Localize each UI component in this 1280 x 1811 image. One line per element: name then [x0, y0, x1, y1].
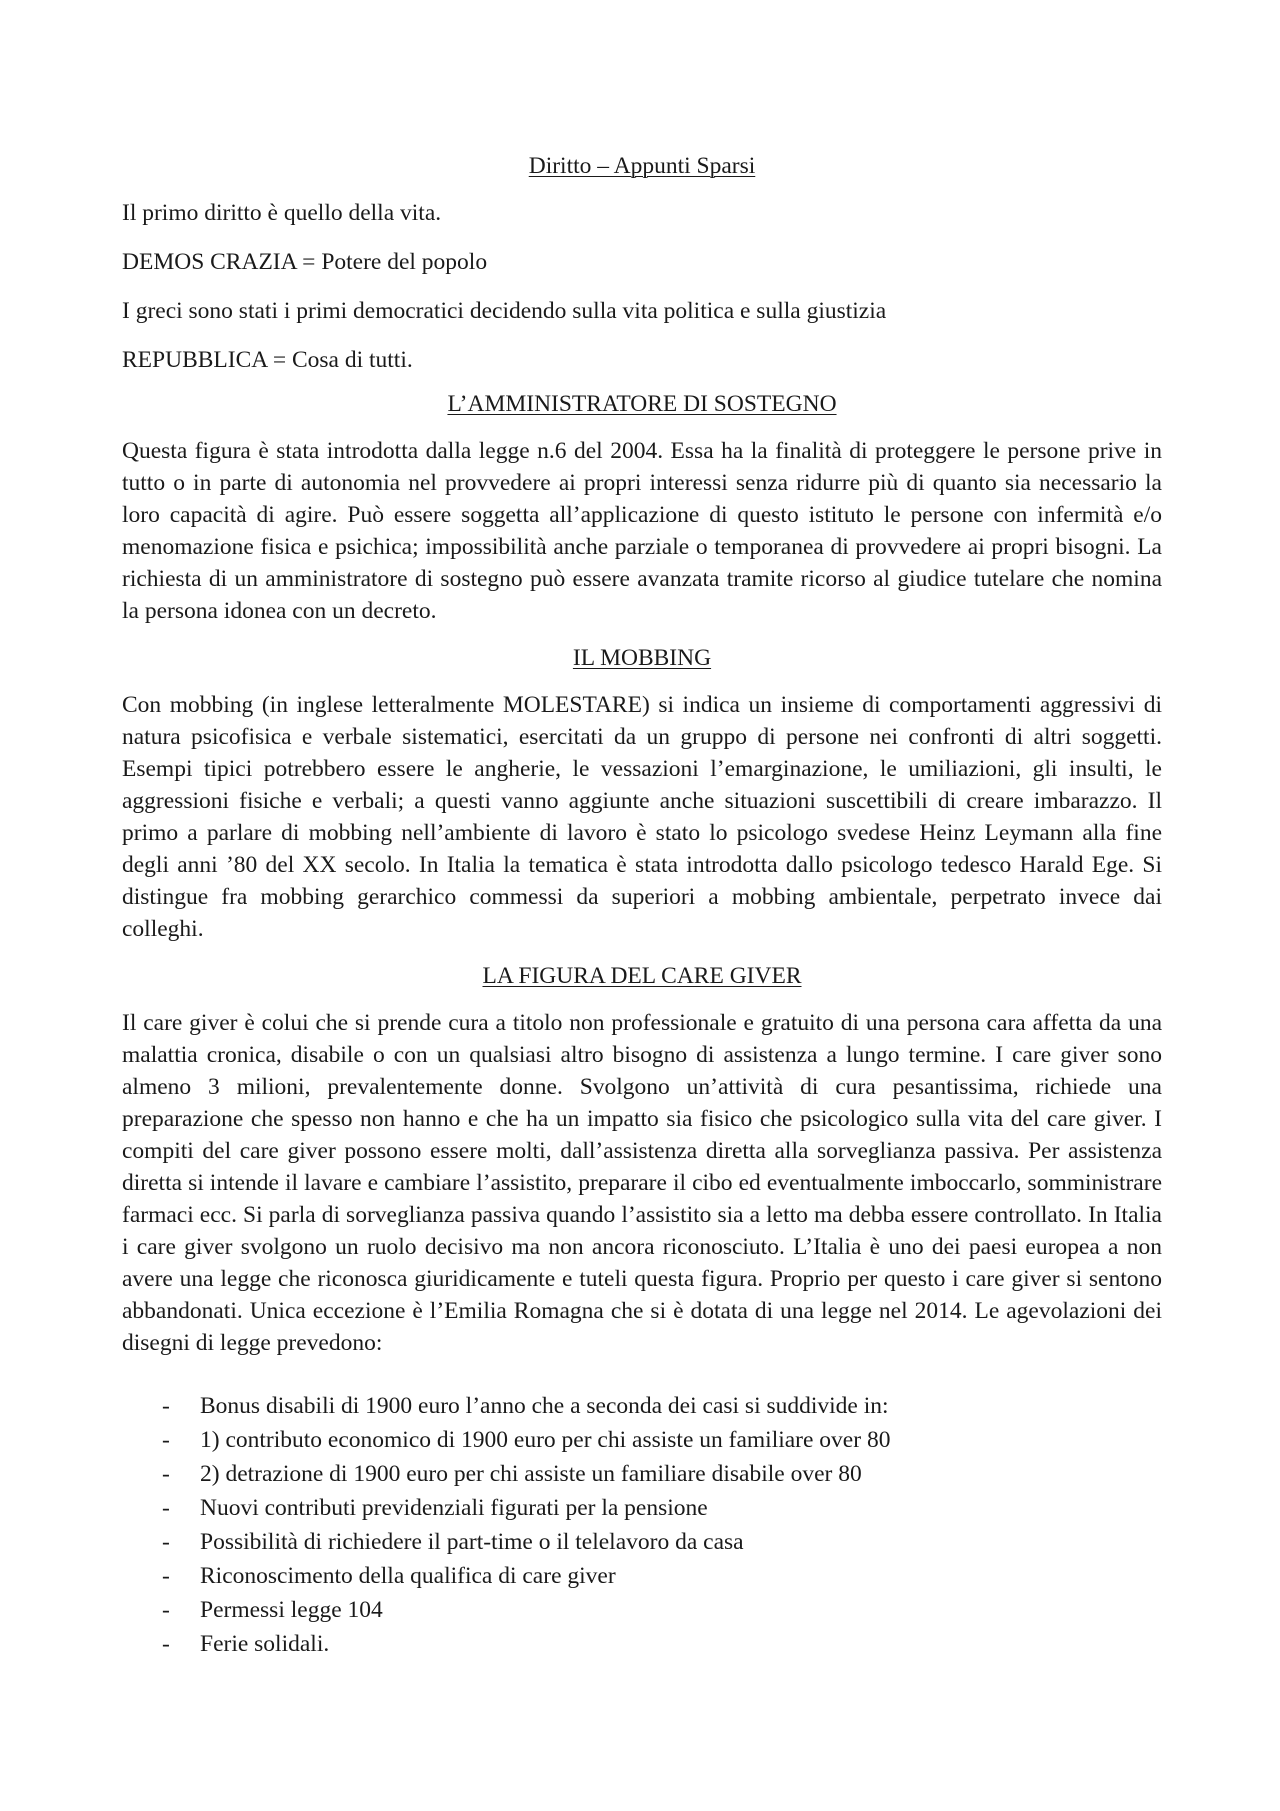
list-item-text: Permessi legge 104 — [200, 1597, 383, 1623]
list-item — [122, 1457, 1162, 1491]
list-item — [122, 1525, 1162, 1559]
list-item-text: Riconoscimento della qualifica di care giver — [200, 1563, 616, 1589]
list-item-text: Nuovi contributi previdenziali figurati per la pensione — [200, 1495, 708, 1521]
section-paragraph-mobbing: Con mobbing (in inglese letteralmente MOLESTARE) si indica un insieme di comportamenti aggressivi di natura psicofisica e verbale sistematici, esercitati da un gruppo di persone nei confronti di altri soggetti. Esempi tipici potrebbero essere le angherie, le vessazioni l’emarginazione, le umiliazioni, gli insulti, le aggressioni fisiche e verbali; a questi vanno aggiunte anche situazioni suscettibili di creare imbarazzo. Il primo a parlare di mobbing nell’ambiente di lavoro è stato lo psicologo svedese Heinz Leymann alla fine degli anni ’80 del XX secolo. In Italia la tematica è stata introdotta dallo psicologo tedesco Harald Ege. Si distingue fra mobbing gerarchico commessi da superiori a mobbing ambientale, perpetrato invece dai colleghi. — [122, 692, 1162, 942]
list-dash: - — [162, 1597, 170, 1623]
agevolazioni-list — [122, 1389, 1162, 1661]
list-item — [122, 1389, 1162, 1423]
list-dash: - — [162, 1495, 170, 1521]
list-item-text: Ferie solidali. — [200, 1631, 330, 1657]
document-page — [122, 150, 1162, 1661]
list-item — [122, 1491, 1162, 1525]
intro-line: I greci sono stati i primi democratici decidendo sulla vita politica e sulla giustizia — [122, 298, 887, 324]
section-heading-amministratore: L’AMMINISTRATORE DI SOSTEGNO — [447, 391, 837, 417]
list-item-text: 2) detrazione di 1900 euro per chi assiste un familiare disabile over 80 — [200, 1461, 862, 1487]
list-dash: - — [162, 1461, 170, 1487]
intro-line: DEMOS CRAZIA = Potere del popolo — [122, 249, 488, 275]
section-paragraph-amministratore: Questa figura è stata introdotta dalla legge n.6 del 2004. Essa ha la finalità di proteggere le persone prive in tutto o in parte di autonomia nel provvedere ai propri interessi senza ridurre più di quanto sia necessario la loro capacità di agire. Può essere soggetta all’applicazione di questo istituto le persone con infermità e/o menomazione fisica e psichica; impossibilità anche parziale o temporanea di provvedere ai propri bisogni. La richiesta di un amministratore di sostegno può essere avanzata tramite ricorso al giudice tutelare che nomina la persona idonea con un decreto. — [122, 438, 1162, 624]
section-paragraph-care-giver: Il care giver è colui che si prende cura a titolo non professionale e gratuito di una persona cara affetta da una malattia cronica, disabile o con un qualsiasi altro bisogno di assistenza a lungo termine. I care giver sono almeno 3 milioni, prevalentemente donne. Svolgono un’attività di cura pesantissima, richiede una preparazione che spesso non hanno e che ha un impatto sia fisico che psicologico sulla vita del care giver. I compiti del care giver possono essere molti, dall’assistenza diretta alla sorveglianza passiva. Per assistenza diretta si intende il lavare e cambiare l’assistito, preparare il cibo ed eventualmente imboccarlo, somministrare farmaci ecc. Si parla di sorveglianza passiva quando l’assistito sia a letto ma debba essere controllato. In Italia i care giver svolgono un ruolo decisivo ma non ancora riconosciuto. L’Italia è uno dei paesi europea a non avere una legge che riconosca giuridicamente e tuteli questa figura. Proprio per questo i care giver si sentono abbandonati. Unica eccezione è l’Emilia Romagna che si è dotata di una legge nel 2014. Le agevolazioni dei disegni di legge prevedono: — [122, 1010, 1162, 1356]
list-item — [122, 1559, 1162, 1593]
list-item-text: Bonus disabili di 1900 euro l’anno che a seconda dei casi si suddivide in: — [200, 1393, 889, 1419]
list-dash: - — [162, 1393, 170, 1419]
list-item — [122, 1423, 1162, 1457]
list-item-text: 1) contributo economico di 1900 euro per chi assiste un familiare over 80 — [200, 1427, 891, 1453]
list-item-text: Possibilità di richiedere il part-time o il telelavoro da casa — [200, 1529, 744, 1555]
document-title: Diritto – Appunti Sparsi — [528, 153, 756, 179]
list-item — [122, 1627, 1162, 1661]
list-dash: - — [162, 1563, 170, 1589]
section-heading-mobbing: IL MOBBING — [572, 645, 712, 671]
list-item — [122, 1593, 1162, 1627]
section-heading-care-giver: LA FIGURA DEL CARE GIVER — [482, 963, 802, 989]
list-dash: - — [162, 1529, 170, 1555]
list-dash: - — [162, 1427, 170, 1453]
list-dash: - — [162, 1631, 170, 1657]
intro-line: REPUBBLICA = Cosa di tutti. — [122, 347, 413, 373]
intro-line: Il primo diritto è quello della vita. — [122, 200, 442, 226]
